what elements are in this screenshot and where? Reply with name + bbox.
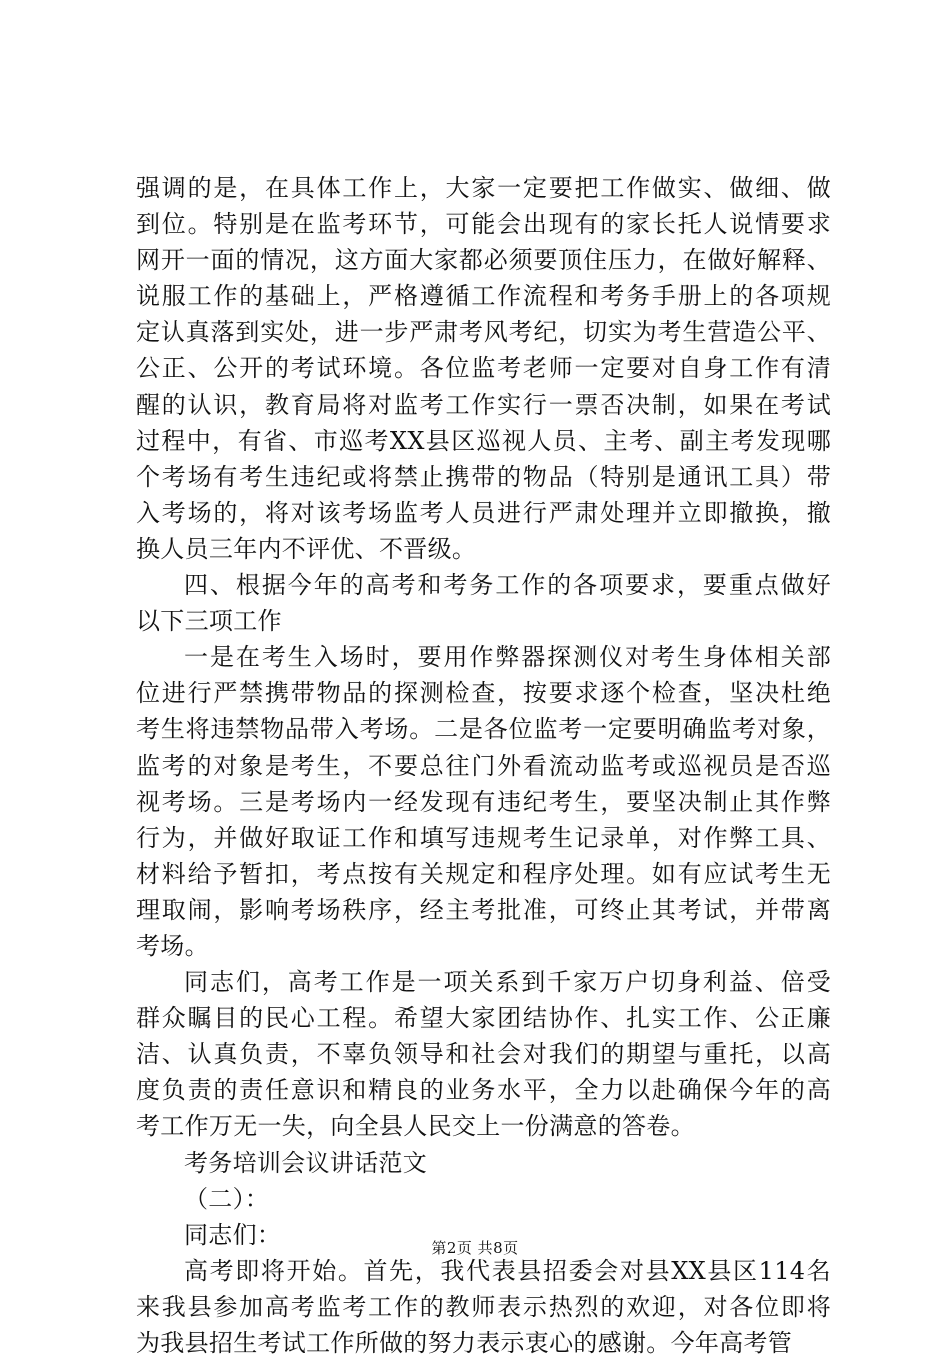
text-line: 材料给予暂扣，考点按有关规定和程序处理。如有应试考生无 — [136, 859, 831, 888]
text-line: 四、根据今年的高考和考务工作的各项要求，要重点做好 — [184, 571, 831, 600]
paragraph — [136, 170, 831, 567]
text-line: 同志们： — [184, 1220, 282, 1249]
paragraph — [136, 639, 831, 964]
text-line: 高考即将开始。首先，我代表县招委会对县XX县区114名 — [184, 1256, 831, 1285]
text-line: 以下三项工作 — [136, 607, 282, 636]
text-line: 位进行严禁携带物品的探测检查，按要求逐个检查，坚决杜绝 — [136, 679, 831, 708]
text-line: 入考场的，将对该考场监考人员进行严肃处理并立即撤换，撤 — [136, 498, 831, 527]
text-line: 行为，并做好取证工作和填写违规考生记录单，对作弊工具、 — [136, 823, 831, 852]
paragraph — [136, 567, 831, 639]
text-line: 监考的对象是考生，不要总往门外看流动监考或巡视员是否巡 — [136, 751, 831, 780]
text-line: 考生将违禁物品带入考场。二是各位监考一定要明确监考对象， — [136, 715, 831, 744]
text-line: 个考场有考生违纪或将禁止携带的物品（特别是通讯工具）带 — [136, 462, 831, 491]
text-line: 为我县招生考试工作所做的努力表示衷心的感谢。今年高考管 — [136, 1329, 793, 1357]
text-line: 考工作万无一失，向全县人民交上一份满意的答卷。 — [136, 1112, 695, 1141]
text-line: 来我县参加高考监考工作的教师表示热烈的欢迎，对各位即将 — [136, 1292, 831, 1321]
text-line: 考务培训会议讲话范文 — [184, 1148, 427, 1177]
text-line: 视考场。三是考场内一经发现有违纪考生，要坚决制止其作弊 — [136, 787, 831, 816]
body-text — [136, 170, 831, 1361]
text-line: 一是在考生入场时，要用作弊器探测仪对考生身体相关部 — [184, 643, 831, 672]
paragraph — [136, 1181, 831, 1217]
text-line: 公正、公开的考试环境。各位监考老师一定要对自身工作有清 — [136, 354, 831, 383]
text-line: 度负责的责任意识和精良的业务水平，全力以赴确保今年的高 — [136, 1076, 831, 1105]
text-line: 群众瞩目的民心工程。希望大家团结协作、扎实工作、公正廉 — [136, 1004, 831, 1033]
text-line: （二）： — [184, 1184, 270, 1213]
page-footer: 第2页 共8页 — [431, 1239, 519, 1257]
text-line: 网开一面的情况，这方面大家都必须要顶住压力，在做好解释、 — [136, 246, 831, 275]
text-line: 强调的是，在具体工作上，大家一定要把工作做实、做细、做 — [136, 174, 831, 202]
text-line: 定认真落到实处，进一步严肃考风考纪，切实为考生营造公平、 — [136, 318, 831, 347]
paragraph — [136, 1253, 831, 1361]
paragraph — [136, 1145, 831, 1181]
text-line: 说服工作的基础上，严格遵循工作流程和考务手册上的各项规 — [136, 282, 831, 311]
text-line: 换人员三年内不评优、不晋级。 — [136, 534, 477, 563]
text-line: 到位。特别是在监考环节，可能会出现有的家长托人说情要求 — [136, 210, 831, 239]
text-line: 同志们，高考工作是一项关系到千家万户切身利益、倍受 — [184, 968, 831, 997]
text-line: 洁、认真负责，不辜负领导和社会对我们的期望与重托，以高 — [136, 1040, 831, 1069]
paragraph — [136, 964, 831, 1144]
text-line: 考场。 — [136, 931, 209, 960]
text-line: 过程中，有省、市巡考XX县区巡视人员、主考、副主考发现哪 — [136, 426, 831, 455]
text-line: 醒的认识，教育局将对监考工作实行一票否决制，如果在考试 — [136, 390, 831, 419]
text-line: 理取闹，影响考场秩序，经主考批准，可终止其考试，并带离 — [136, 895, 831, 924]
